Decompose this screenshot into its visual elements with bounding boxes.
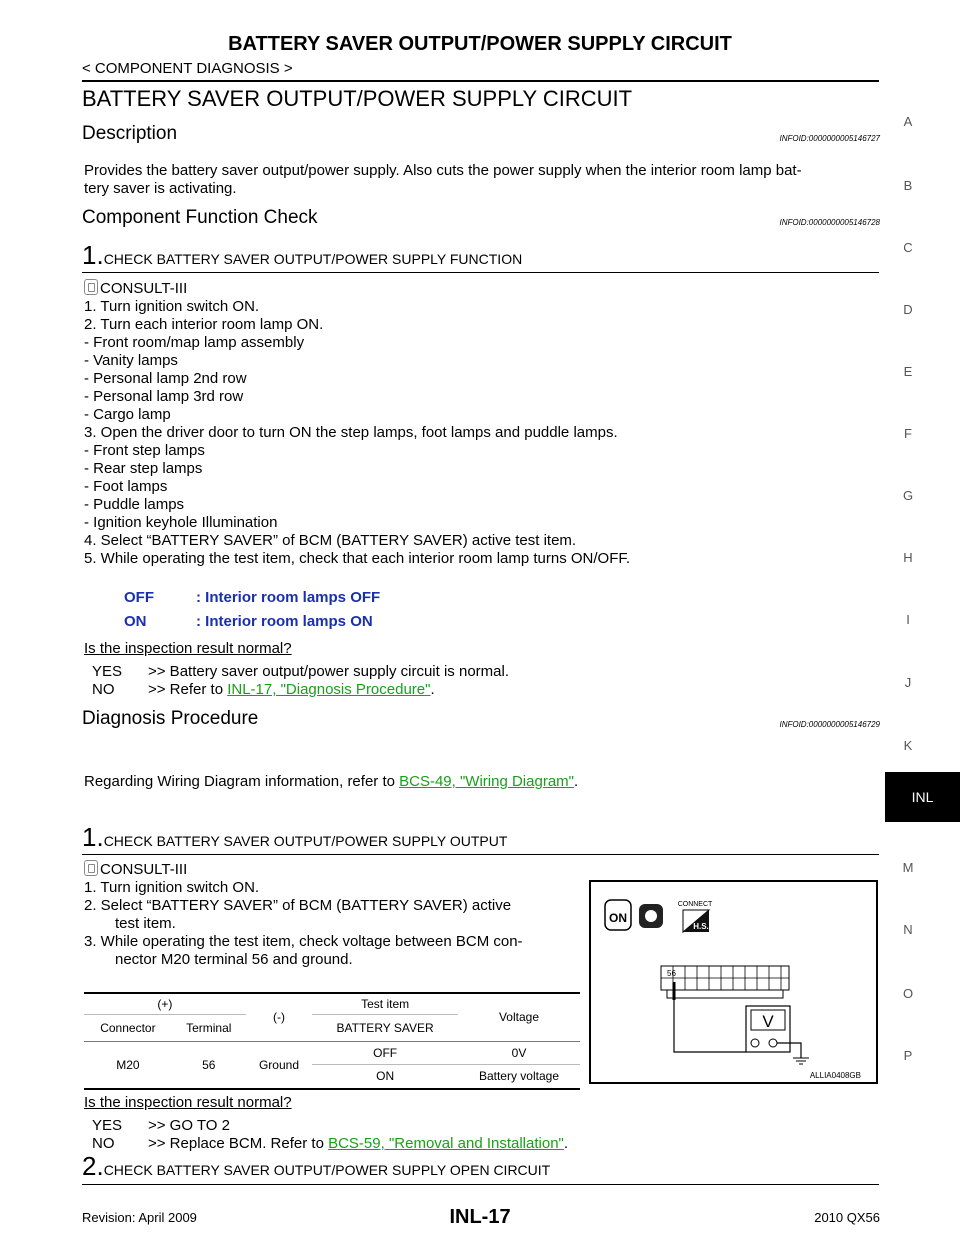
footer-revision: Revision: April 2009: [82, 1210, 197, 1225]
procedure-line: - Foot lamps: [84, 478, 168, 495]
section-index-h[interactable]: H: [903, 550, 913, 565]
cell-off-voltage: 0V: [458, 1041, 580, 1064]
cell-terminal: 56: [172, 1041, 246, 1089]
function-check-heading: Component Function Check: [82, 207, 318, 228]
description-text: [84, 162, 879, 198]
procedure-line: - Puddle lamps: [84, 496, 185, 513]
figure-code: ALLIA0408GB: [809, 1071, 861, 1080]
yes-label: YES: [92, 1117, 123, 1134]
header-plus: (+): [157, 996, 173, 1011]
no-label: NO: [92, 681, 115, 698]
procedure-line: - Personal lamp 3rd row: [84, 388, 244, 405]
step-title: CHECK BATTERY SAVER OUTPUT/POWER SUPPLY OPEN CIRCUIT: [103, 1162, 551, 1178]
wiring-diagram-link[interactable]: BCS-49, "Wiring Diagram": [399, 773, 574, 790]
header-test-item: Test item: [361, 996, 410, 1011]
page-title: BATTERY SAVER OUTPUT/POWER SUPPLY CIRCUIT: [82, 86, 633, 111]
diagnosis-step-2: [82, 1151, 550, 1182]
spec-on-key: ON: [124, 613, 147, 630]
header-terminal: Terminal: [172, 1014, 246, 1041]
step-number: 1.: [82, 240, 104, 270]
figure-drawing: [591, 882, 876, 1082]
header-voltage: Voltage: [458, 993, 580, 1041]
consult-label: CONSULT-III: [100, 861, 188, 878]
procedure-line: - Front room/map lamp assembly: [84, 334, 305, 351]
section-index-e[interactable]: E: [903, 364, 913, 379]
connect-label: CONNECT: [677, 901, 713, 908]
procedure-line: 1. Turn ignition switch ON.: [84, 879, 260, 896]
step-rule: [82, 272, 879, 273]
section-index-a[interactable]: A: [903, 114, 913, 129]
function-check-infoid: INFOID:0000000005146728: [779, 218, 880, 227]
procedure-line: test item.: [115, 915, 176, 932]
section-index-p[interactable]: P: [903, 1048, 913, 1063]
procedure-line: 2. Turn each interior room lamp ON.: [84, 316, 324, 333]
diagnosis-step-1: [82, 822, 507, 853]
procedure-line: 3. While operating the test item, check voltage between BCM con-: [84, 933, 523, 950]
wiring-suffix: .: [573, 773, 579, 790]
cell-on: ON: [312, 1064, 458, 1089]
section-index-o[interactable]: O: [902, 986, 914, 1001]
no-label: NO: [92, 1135, 115, 1152]
header-battery-saver: BATTERY SAVER: [312, 1014, 458, 1041]
spec-off-key: OFF: [124, 589, 154, 606]
consult-label: CONSULT-III: [100, 280, 188, 297]
step-number: 2.: [82, 1151, 104, 1181]
procedure-line: - Personal lamp 2nd row: [84, 370, 247, 387]
yes-result: >> GO TO 2: [148, 1117, 230, 1134]
section-index-d[interactable]: D: [903, 302, 913, 317]
no-result: [148, 681, 435, 699]
procedure-line: nector M20 terminal 56 and ground.: [115, 951, 353, 968]
consult-tool-icon: [84, 279, 98, 295]
step-rule: [82, 1184, 879, 1185]
diagnosis-procedure: [84, 860, 580, 969]
procedure-line: 1. Turn ignition switch ON.: [84, 298, 260, 315]
diagnosis-heading: Diagnosis Procedure: [82, 708, 259, 729]
section-index-c[interactable]: C: [903, 240, 913, 255]
yes-label: YES: [92, 663, 123, 680]
running-header-subtitle: < COMPONENT DIAGNOSIS >: [82, 60, 293, 77]
section-index-n[interactable]: N: [903, 922, 913, 937]
yes-result: >> Battery saver output/power supply circuit is normal.: [148, 663, 509, 680]
procedure-line: 5. While operating the test item, check that each interior room lamp turns ON/OFF.: [84, 550, 631, 567]
step-title: CHECK BATTERY SAVER OUTPUT/POWER SUPPLY OUTPUT: [103, 833, 508, 849]
procedure-line: 4. Select “BATTERY SAVER” of BCM (BATTERY SAVER) active test item.: [84, 532, 577, 549]
function-check-question: Is the inspection result normal?: [84, 640, 292, 657]
running-header-title: BATTERY SAVER OUTPUT/POWER SUPPLY CIRCUIT: [228, 33, 732, 55]
no-result-prefix: >> Refer to: [148, 681, 228, 698]
procedure-line: - Ignition keyhole Illumination: [84, 514, 278, 531]
no-result-prefix: >> Replace BCM. Refer to: [148, 1135, 329, 1152]
voltage-table-wrap: [84, 992, 580, 1090]
section-index-i[interactable]: I: [906, 612, 910, 627]
section-index-b[interactable]: B: [903, 178, 913, 193]
header-minus: (-): [246, 993, 313, 1041]
description-line-2: tery saver is activating.: [84, 180, 237, 197]
description-heading: Description: [82, 123, 178, 144]
procedure-line: - Cargo lamp: [84, 406, 171, 423]
voltage-table: [84, 992, 580, 1090]
voltmeter-label: V: [762, 1012, 774, 1031]
no-result-suffix: .: [430, 681, 435, 698]
step-title: CHECK BATTERY SAVER OUTPUT/POWER SUPPLY FUNCTION: [103, 251, 523, 267]
function-check-step-1: [82, 240, 522, 271]
procedure-line: - Front step lamps: [84, 442, 205, 459]
procedure-line: - Rear step lamps: [84, 460, 203, 477]
section-tab-active[interactable]: INL: [885, 772, 960, 822]
hs-label: H.S.: [693, 922, 709, 931]
cell-on-voltage: Battery voltage: [458, 1064, 580, 1089]
procedure-line: - Vanity lamps: [84, 352, 178, 369]
step-number: 1.: [82, 822, 104, 852]
diagnosis-question: Is the inspection result normal?: [84, 1094, 292, 1111]
wiring-reference: [84, 773, 578, 791]
diagnosis-infoid: INFOID:0000000005146729: [779, 720, 880, 729]
header-connector: Connector: [84, 1014, 172, 1041]
on-label: ON: [609, 911, 627, 925]
cell-ground: Ground: [246, 1041, 313, 1089]
diagnosis-procedure-link[interactable]: INL-17, "Diagnosis Procedure": [227, 681, 431, 698]
procedure-line: 2. Select “BATTERY SAVER” of BCM (BATTERY SAVER) active: [84, 897, 512, 914]
voltage-check-figure: [589, 880, 878, 1084]
page-number: INL-17: [449, 1206, 511, 1228]
consult-tool-icon: [84, 860, 98, 876]
wiring-prefix: Regarding Wiring Diagram information, refer to: [84, 773, 400, 790]
header-rule: [82, 80, 879, 82]
function-check-procedure: [84, 279, 879, 568]
removal-installation-link[interactable]: BCS-59, "Removal and Installation": [328, 1135, 564, 1152]
cell-off: OFF: [312, 1041, 458, 1064]
section-index-f[interactable]: F: [904, 426, 912, 441]
section-index-g[interactable]: G: [902, 488, 914, 503]
section-index-j[interactable]: J: [904, 675, 912, 690]
terminal-56-label: 56: [667, 969, 676, 978]
description-infoid: INFOID:0000000005146727: [779, 134, 880, 143]
spec-on-value: : Interior room lamps ON: [196, 613, 373, 630]
step-rule: [82, 854, 879, 855]
footer-model: 2010 QX56: [814, 1210, 880, 1225]
section-index-m[interactable]: M: [902, 860, 914, 875]
no-result-suffix: .: [563, 1135, 569, 1152]
section-index-k[interactable]: K: [903, 738, 913, 753]
procedure-line: 3. Open the driver door to turn ON the step lamps, foot lamps and puddle lamps.: [84, 424, 618, 441]
cell-connector: M20: [84, 1041, 172, 1089]
spec-off-value: : Interior room lamps OFF: [196, 589, 381, 606]
description-line-1: Provides the battery saver output/power supply. Also cuts the power supply when the interior room lamp bat-: [84, 162, 802, 179]
